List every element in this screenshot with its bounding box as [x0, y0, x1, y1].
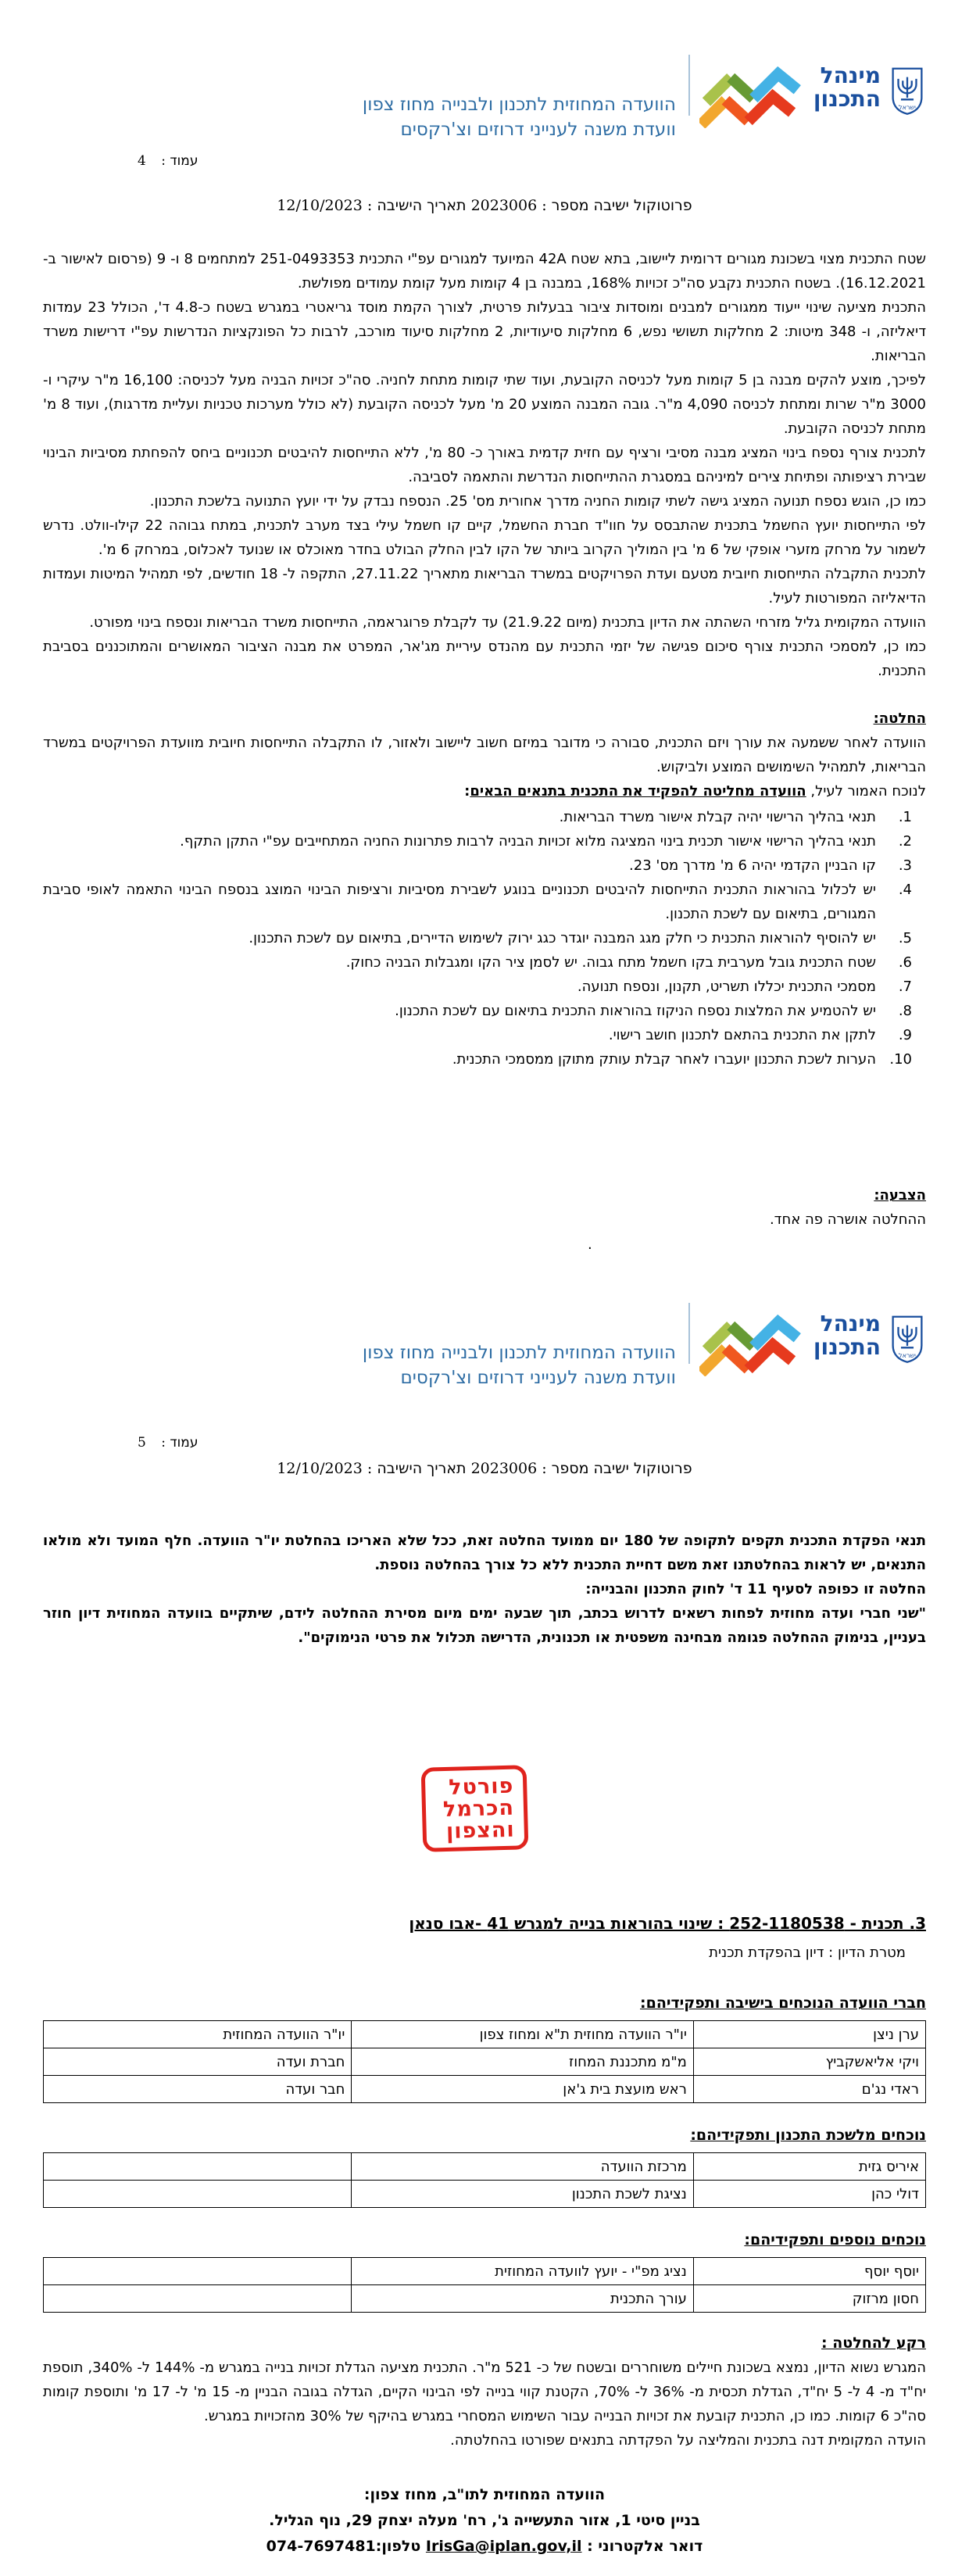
- members-table-heading: חברי הוועדה הנוכחים בישיבה ותפקידיהם:: [640, 1995, 926, 2012]
- condition-item: [43, 829, 912, 853]
- condition-number: 1.: [898, 809, 912, 825]
- condition-number: 8.: [898, 1003, 912, 1019]
- header-divider: [688, 55, 690, 116]
- attendee-name-cell: איריס גזית: [693, 2153, 925, 2181]
- logo-text-line1: מינהל: [820, 1311, 881, 1336]
- document-footer: [0, 2482, 969, 2560]
- logo-text-line2: התכנון: [813, 86, 881, 112]
- attendee-role-cell: נציגת לשכת התכנון: [352, 2181, 694, 2208]
- deposit-terms-paragraph: תנאי הפקדת התכנית תקפים לתקופה של 180 יום ממועד החלטה זאת, ככל שלא האריכו בהחלטת יו"ר הוועדה. חלף המועד ולא מולאו התנאים, יש לראות בהחלטתנו זאת משם דחיית התכנית ללא כל צורך בהחלטה נוספת.: [43, 1533, 926, 1573]
- condition-item: [43, 853, 912, 878]
- condition-number: 3.: [898, 857, 912, 874]
- attendee-extra-cell: [44, 2153, 352, 2181]
- page-label: עמוד :: [161, 1435, 198, 1451]
- member-position-cell: חברת ועדה: [44, 2048, 352, 2076]
- condition-item: [43, 1047, 912, 1072]
- body-paragraph: לפיכך, מוצע להקים מבנה בן 5 קומות מעל לכניסה הקובעת, ועוד שתי קומות מתחת לחניה. סה"כ זכויות הבניה מעל לכניסה: 16,100 מ"ר עיקרי ו- 3000 מ"ר שרות ומתחת לכניסה 4,090 מ"ר. גובה המבנה המוצע 20 מ' מעל לכניסה הקובעת (לא כולל מערכות טכניות ועליית מדרגות), ועוד 8 מ' מתחת לכניסה הקובעת.: [43, 372, 927, 437]
- member-name-cell: ערן ניצן: [693, 2021, 925, 2048]
- body-paragraph: לתכנית צורף נספח בינוי המציג מבנה מסיבי ורציף עם חזית קדמית באורך כ- 80 מ', ללא התייחסות להיבטים תכנוניים ביחס להפחתת מסיביות הבינוי שבירת רציפותה ופתיחת צירים למיניהם במסגרת ההתייחסות הנדרשת והתאמה לסביבה.: [43, 445, 926, 485]
- attendee-name-cell: יוסף יוסף: [693, 2258, 925, 2285]
- member-position-cell: חבר ועדה: [44, 2076, 352, 2103]
- condition-number: 6.: [898, 954, 912, 971]
- condition-number: 7.: [898, 979, 912, 995]
- member-name-cell: ויקי אליאשקביץ: [693, 2048, 925, 2076]
- condition-number: 5.: [898, 930, 912, 946]
- additional-attendees-table-heading: נוכחים נוספים ותפקידיהם:: [744, 2231, 926, 2249]
- member-role-cell: ראש מועצת בית ג'אן: [352, 2076, 694, 2103]
- table-row: [44, 2258, 926, 2285]
- condition-number: 9.: [898, 1027, 912, 1043]
- vote-section: [43, 1183, 926, 1232]
- page4-header: [0, 23, 969, 156]
- table-row: [44, 2021, 926, 2048]
- emblem-label: ישראל: [899, 1351, 916, 1359]
- decision-heading: החלטה:: [873, 710, 926, 727]
- condition-number: 10.: [889, 1051, 912, 1068]
- vote-result: ההחלטה אושרה פה אחד.: [769, 1211, 926, 1228]
- footer-committee-line: הוועדה המחוזית לתו"ב, מחוז צפון:: [363, 2486, 606, 2503]
- page5-header: [0, 1272, 969, 1404]
- condition-text: הערות לשכת התכנון יועברו לאחר קבלת עותק מתוקן ממסמכי התכנית.: [452, 1051, 876, 1068]
- portal-carmel-north-stamp: [421, 1765, 529, 1852]
- israel-state-emblem-icon: [889, 67, 926, 119]
- attendee-role-cell: עורך התכנית: [352, 2285, 694, 2313]
- member-role-cell: מ"מ מתכננת המחוז: [352, 2048, 694, 2076]
- condition-text: יש להוסיף להוראות התכנית כי חלק מגג המבנה יוגדר כגג ירוק לשימוש הדיירים, בתיאום עם לשכת התכנון.: [249, 930, 876, 946]
- footer-contact-line: [0, 2534, 969, 2560]
- condition-item: [43, 975, 912, 999]
- condition-number: 2.: [898, 833, 912, 850]
- attendee-name-cell: דולי כהן: [693, 2181, 925, 2208]
- committee-titles: [363, 1340, 676, 1390]
- table-row: [44, 2048, 926, 2076]
- footer-address-line: בניין סיטי 1, אזור התעשייה ג', רח' מעלה יצחק 29, נוף הגליל.: [269, 2512, 700, 2529]
- decision-directive-prefix: לנוכח האמור לעיל,: [806, 783, 926, 800]
- condition-text: קו הבניין הקדמי יהיה 6 מ' מדרך מס' 23.: [629, 857, 876, 874]
- body-paragraph: כמו כן, הוגש נספח תנועה המציג גישה לשתי קומות החניה מדרך אחורית מס' 25. הנספח נבדק על ידי יועץ התנועה בלשכת התכנון.: [149, 493, 926, 510]
- page-label: עמוד :: [161, 153, 198, 169]
- page-number-label: [138, 1435, 198, 1451]
- header-divider: [688, 1303, 690, 1364]
- planning-office-table: [43, 2152, 926, 2208]
- plan-title: 3. תכנית - 252-1180538 : שינוי בהוראות בנייה למגרש 41 -אבו סנאן: [409, 1914, 926, 1933]
- stamp-line: הכרמל: [442, 1795, 515, 1823]
- email-label: דואר אלקטרוני :: [581, 2538, 703, 2555]
- condition-number: 4.: [898, 882, 912, 898]
- attendee-role-cell: נציג מפ"י - יועץ לוועדה המחוזית: [352, 2258, 694, 2285]
- background-paragraph: המגרש נשוא הדיון, נמצא בשכונת חיילים משוחררים ובשטח של כ- 521 מ"ר. התכנית מציעה הגדלת זכויות בנייה במגרש מ- 144% ל- 340%, תוספת יח"ד מ- 4 ל- 5 יח"ד, הגדלת תכסית מ- 36% ל- 70%, הקטנת קווי בנייה לפי הבינוי הקיים, הגדלה בגובה הבניין מ- 15 מ' ל- 17 מ' ותוספת קומות סה"כ 6 קומות. כמו כן, התכנית קובעת את זכויות הבנייה עבור השימוש המסחרי במגרש בהיקף של 30% מהזכויות במגרש.: [43, 2360, 926, 2424]
- page-number: 5: [138, 1435, 146, 1451]
- conditions-list: [43, 805, 926, 1072]
- body-paragraph: לפי התייחסות יועץ החשמל בתכנית שהתבסס על חוו"ד חברת החשמל, קיים קו חשמל עילי בצד מערב לתכנית, במתח גבוהה 22 קילו-וולט. נדרש לשמור על מרחק מזערי אופקי של 6 מ' בין המוליך הקרוב ביותר של הקו לבין החלק הבולט בחדר מאוכלס או שנועד לאכלוס, במרחק 6 מ'.: [43, 517, 926, 558]
- body-paragraph: הוועדה המקומית גליל מזרחי השהתה את הדיון בתכנית (מיום 21.9.22) עד לקבלת פרוגראמה, התייחסות משרד הבריאות ונספח בינוי מפורט.: [89, 614, 926, 631]
- planning-office-table-heading: נוכחים מלשכת התכנון ותפקידיהם:: [690, 2127, 926, 2144]
- planning-admin-logotext: [813, 1312, 881, 1359]
- body-paragraph: התכנית מציעה שינוי ייעוד ממגורים למבנים ומוסדות ציבור בבעלות פרטית, לצורך הקמת מוסד גריאטרי במגרש בשטח כ-4.8 ד', הכולל 23 עמדות דיאליזה, ו- 348 מיטות: 2 מחלקות תשושי נפש, 6 מחלקות סיעודיות, 2 מחלקות סיעוד מורכב, לרבות כל הפונקציות הנדרשות עפ"י דרישות משרד הבריאות.: [43, 299, 927, 364]
- member-position-cell: יו"ר הוועדה המחוזית: [44, 2021, 352, 2048]
- condition-text: יש להטמיע את המלצות נספח הניקוז בהוראות התכנית בתיאום עם לשכת התכנון.: [395, 1003, 876, 1019]
- page-number: 4: [138, 153, 146, 169]
- committee-title: הוועדה המחוזית לתכנון ולבנייה מחוז צפון: [362, 1343, 676, 1363]
- members-table: [43, 2020, 926, 2103]
- vote-heading: הצבעה:: [874, 1187, 926, 1204]
- decision-directive-bold: הוועדה מחליטה להפקיד את התכנית בתנאים הבאים: [470, 783, 806, 800]
- subcommittee-title: וועדת משנה לענייני דרוזים וצ'רקסים: [400, 1368, 676, 1388]
- israel-state-emblem-icon: [889, 1315, 926, 1367]
- attendee-extra-cell: [44, 2258, 352, 2285]
- clause-quote: "שני חברי ועדה מחוזית לפחות רשאים לדרוש בכתב, תוך שבעה ימים מיום מסירת ההחלטה לידם, שיתקיים בוועדה המחוזית דיון חוזר בעניין, בנימוק ההחלטה פגומה מבחינה משפטית או תכנונית, הדרישה תכלול את פרטי הנימוקים".: [43, 1605, 926, 1646]
- clause-heading: החלטה זו כפופה לסעיף 11 ד' לחוק התכנון והבנייה:: [585, 1581, 926, 1597]
- table-row: [44, 2153, 926, 2181]
- planning-admin-logo-icon: [699, 1303, 803, 1379]
- attendee-extra-cell: [44, 2181, 352, 2208]
- condition-item: [43, 878, 912, 926]
- condition-item: [43, 1023, 912, 1047]
- decision-directive-colon: :: [464, 783, 470, 800]
- separator-dot: .: [588, 1236, 592, 1253]
- attendee-role-cell: מרכזת הוועדה: [352, 2153, 694, 2181]
- discussion-purpose: מטרת הדיון : דיון בהפקדת תכנית: [709, 1945, 906, 1961]
- attendee-name-cell: חסון מרזוק: [693, 2285, 925, 2313]
- condition-item: [43, 926, 912, 950]
- protocol-meta-line: פרוטוקול ישיבה מספר : 2023006 תאריך הישיבה : 12/10/2023: [277, 197, 692, 214]
- member-role-cell: יו"ר הוועדה מחוזית ת"א ומחוז צפון: [352, 2021, 694, 2048]
- stamp-line: והצפון: [445, 1817, 516, 1844]
- page4-body: [43, 247, 926, 1072]
- planning-admin-logotext: [813, 64, 881, 111]
- subcommittee-title: וועדת משנה לענייני דרוזים וצ'רקסים: [400, 120, 676, 140]
- page-number-label: [138, 153, 198, 169]
- decision-directive: [43, 779, 926, 803]
- condition-text: תנאי בהליך הרישוי אישור תכנית בינוי המציגה מלוא זכויות הבניה לרבות פתרונות החניה המתחייבים עפ"י התקן התקף.: [180, 833, 876, 850]
- logo-text-line1: מינהל: [820, 63, 881, 88]
- stamp-line: פורטל: [448, 1773, 514, 1800]
- member-name-cell: ראדי נג'ם: [693, 2076, 925, 2103]
- table-row: [44, 2181, 926, 2208]
- condition-text: תנאי בהליך הרישוי יהיה קבלת אישור משרד הבריאות.: [559, 809, 876, 825]
- condition-text: יש לכלול בהוראות התכנית התייחסות להיבטים תכנוניים בנוגע לשבירת מסיביות ורציפות הבינוי המוצג בנספח הבינוי התאמה לאופי סביבת המגורים, בתיאום עם לשכת התכנון.: [43, 882, 876, 922]
- planning-admin-logo-icon: [699, 55, 803, 131]
- page5-terms: [43, 1529, 926, 1650]
- logo-text-line2: התכנון: [813, 1334, 881, 1360]
- additional-attendees-table: [43, 2257, 926, 2313]
- committee-title: הוועדה המחוזית לתכנון ולבנייה מחוז צפון: [362, 95, 676, 115]
- phone-label: טלפון:074-7697481: [266, 2538, 426, 2555]
- condition-text: לתקן את התכנית בהתאם לתכנון חושב רישוי.: [608, 1027, 876, 1043]
- table-row: [44, 2285, 926, 2313]
- email-link[interactable]: IrisGa@iplan.gov,il: [425, 2538, 582, 2555]
- committee-titles: [363, 92, 676, 142]
- background-paragraph: הועדה המקומית דנה בתכנית והמליצה על הפקדתה בתנאים שפורטו בהחלטתה.: [450, 2432, 926, 2449]
- attendee-extra-cell: [44, 2285, 352, 2313]
- agenda-item-3-section: [43, 1912, 926, 2453]
- background-heading: רקע להחלטה :: [821, 2334, 926, 2352]
- decision-intro: הוועדה לאחר ששמעה את עורך ויזם התכנית, סבורה כי מדובר במיזם חשוב ליישוב ולאזור, לו התקבלה התייחסות חיובית מוועדת הפרויקטים במשרד הבריאות, לתמהיל השימושים המוצע ולביקוש.: [43, 735, 926, 775]
- condition-text: שטח התכנית גובל מערבית בקו חשמל מתח גבוה. יש לסמן ציר הקו ומגבלות הבניה כחוק.: [345, 954, 876, 971]
- body-paragraph: לתכנית התקבלה התייחסות חיובית מטעם ועדת הפרויקטים במשרד הבריאות מתאריך 27.11.22, התקפה ל- 18 חודשים, לפי תמהיל המיטות ועמדות הדיאליזה המפורטות לעיל.: [43, 566, 926, 606]
- emblem-label: ישראל: [899, 103, 916, 111]
- body-paragraph: כמו כן, למסמכי התכנית צורף סיכום פגישה של יזמי התכנית עם מהנדס עיריית מג'אר, המפרט את מבנה הציבור המאושרים והמתוכננים בסביבת התכנית.: [43, 639, 926, 679]
- condition-text: מסמכי התכנית יכללו תשריט, תקנון, ונספח תנועה.: [577, 979, 876, 995]
- condition-item: [43, 950, 912, 975]
- condition-item: [43, 805, 912, 829]
- protocol-meta-line: פרוטוקול ישיבה מספר : 2023006 תאריך הישיבה : 12/10/2023: [277, 1460, 692, 1477]
- body-paragraph: שטח התכנית מצוי בשכונת מגורים דרומית ליישוב, בתא שטח 42A המיועד למגורים עפ"י התכנית 251-0493353 למתחמים 8 ו- 9 (פרסום לאישור ב- 16.12.2021). בשטח התכנית נקבע סה"כ זכויות 168%, במבנה בן 4 קומות מעל קומת עמודים מפולשת.: [43, 251, 927, 292]
- condition-item: [43, 999, 912, 1023]
- table-row: [44, 2076, 926, 2103]
